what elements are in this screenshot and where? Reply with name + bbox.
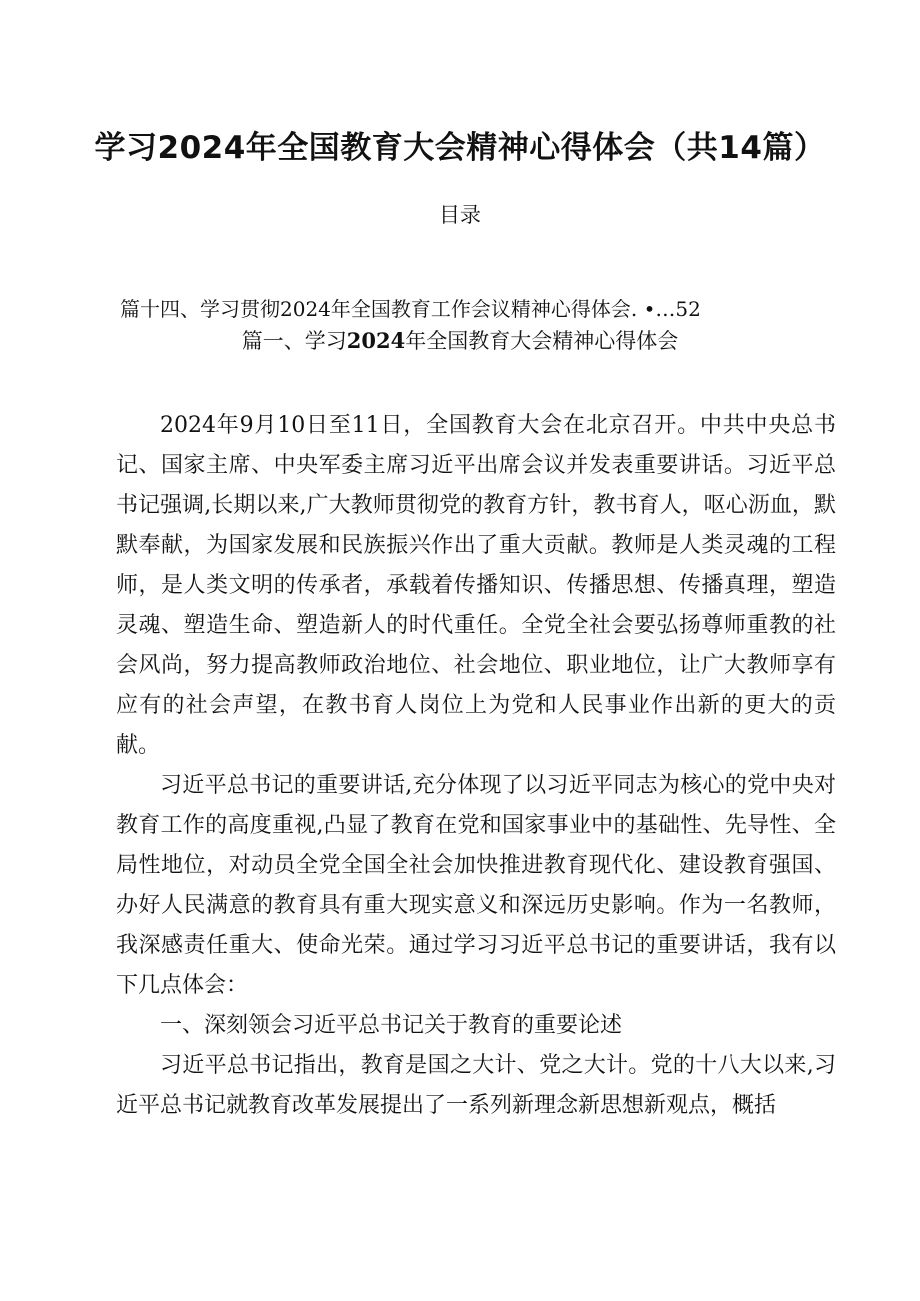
paragraph: 2024年9月10日至11日，全国教育大会在北京召开。中共中央总书记、国家主席、中央军委主席习近平出席会议并发表重要讲话。习近平总书记强调,长期以来,广大教师贯彻党的教育方针，教书育人，呕心沥血，默默奉献，为国家发展和民族振兴作出了重大贡献。教师是人类灵魂的工程师，是人类文明的传承者，承载着传播知识、传播思想、传播真理，塑造灵魂、塑造生命、塑造新人的时代重任。全党全社会要弘扬尊师重教的社会风尚，努力提高教师政治地位、社会地位、职业地位，让广大教师享有应有的社会声望，在教书育人岗位上为党和人民事业作出新的更大的贡献。 <box>116 413 836 758</box>
paragraph: 习近平总书记的重要讲话,充分体现了以习近平同志为核心的党中央对教育工作的高度重视,凸显了教育在党和国家事业中的基础性、先导性、全局性地位，对动员全党全国全社会加快推进教育现代化、建设教育强国、办好人民满意的教育具有重大现实意义和深远历史影响。作为一名教师，我深感责任重大、使命光荣。通过学习习近平总书记的重要讲话，我有以下几点体会： <box>116 773 836 998</box>
section-title-suffix: 年全国教育大会精神心得体会 <box>405 329 679 353</box>
document-title: 学习2024年全国教育大会精神心得体会（共14篇） <box>94 130 826 166</box>
body-text <box>116 406 836 1126</box>
subsection-heading: 一、深刻领会习近平总书记关于教育的重要论述 <box>160 1013 623 1038</box>
section-title-prefix: 篇一、学习 <box>241 329 347 353</box>
toc-entry: 篇十四、学习贯彻2024年全国教育工作会议精神心得体会. •…52 <box>120 297 701 321</box>
paragraph: 习近平总书记指出，教育是国之大计、党之大计。党的十八大以来,习近平总书记就教育改革发展提出了一系列新理念新思想新观点，概括 <box>116 1053 836 1118</box>
toc-heading: 目录 <box>439 203 481 227</box>
section-title <box>0 326 920 356</box>
section-title-year: 2024 <box>346 328 406 353</box>
